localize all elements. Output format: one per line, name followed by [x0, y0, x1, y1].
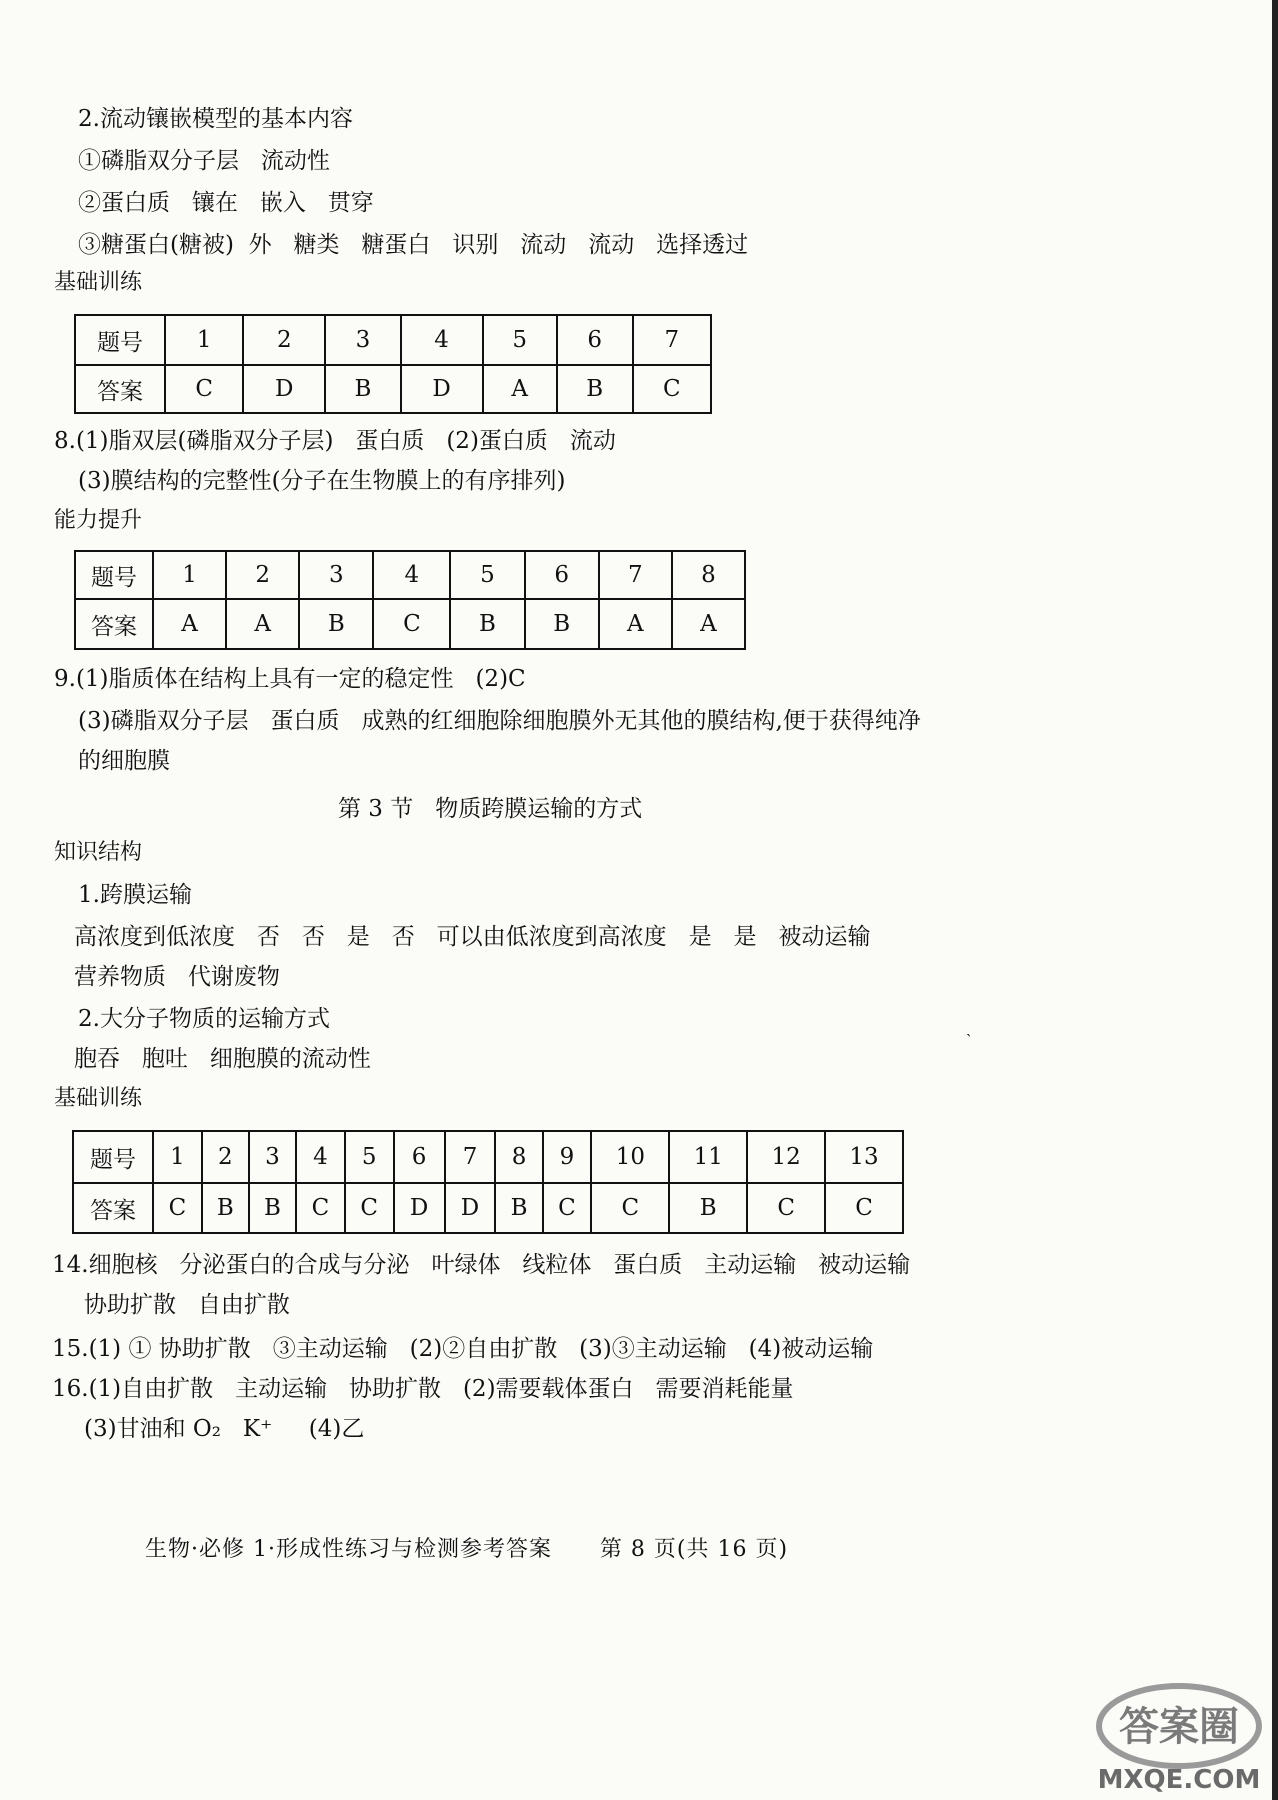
table-cell: 2 — [202, 1131, 249, 1183]
table-cell: D — [243, 365, 325, 413]
table-cell: A — [599, 599, 672, 649]
table-cell: C — [373, 599, 450, 649]
table-cell: 11 — [669, 1131, 747, 1183]
row-label: 答案 — [73, 1183, 153, 1233]
table-cell: C — [747, 1183, 825, 1233]
table-cell: 3 — [299, 551, 373, 599]
table-cell: C — [543, 1183, 592, 1233]
table-cell: 1 — [153, 551, 226, 599]
watermark-logo-graphic — [1094, 1676, 1264, 1796]
q16-line-2: (3)甘油和 O₂ K⁺ (4)乙 — [84, 1416, 365, 1442]
page-edge — [1272, 0, 1278, 1800]
basic1-heading: 基础训练 — [54, 270, 143, 295]
sec2-line-3: ③糖蛋白(糖被) 外 糖类 糖蛋白 识别 流动 流动 选择透过 — [78, 232, 749, 258]
q14-line-1: 14.细胞核 分泌蛋白的合成与分泌 叶绿体 线粒体 蛋白质 主动运输 被动运输 — [52, 1252, 911, 1278]
table-cell: 1 — [153, 1131, 202, 1183]
table-cell: A — [672, 599, 745, 649]
table-cell: B — [249, 1183, 296, 1233]
row-label: 题号 — [75, 551, 153, 599]
q14-line-2: 协助扩散 自由扩散 — [84, 1292, 290, 1318]
q16-line-1: 16.(1)自由扩散 主动运输 协助扩散 (2)需要载体蛋白 需要消耗能量 — [52, 1376, 794, 1402]
table-cell: 9 — [543, 1131, 592, 1183]
table-cell: 3 — [325, 315, 401, 365]
q8-line-1: 8.(1)脂双层(磷脂双分子层) 蛋白质 (2)蛋白质 流动 — [54, 428, 616, 454]
table-cell: 6 — [557, 315, 633, 365]
table-cell: C — [153, 1183, 202, 1233]
table-cell: D — [394, 1183, 445, 1233]
table-cell: A — [153, 599, 226, 649]
table-cell: 3 — [249, 1131, 296, 1183]
table-cell: 6 — [525, 551, 599, 599]
table-cell: 1 — [165, 315, 243, 365]
k1-line-1: 高浓度到低浓度 否 否 是 否 可以由低浓度到高浓度 是 是 被动运输 — [74, 924, 871, 950]
table-cell: 10 — [591, 1131, 669, 1183]
table-cell: 8 — [672, 551, 745, 599]
table-cell: B — [325, 365, 401, 413]
table-cell: B — [669, 1183, 747, 1233]
basic1-ans-row — [75, 365, 711, 413]
row-label: 答案 — [75, 599, 153, 649]
basic2-num-row — [73, 1131, 903, 1183]
table-cell: B — [525, 599, 599, 649]
table-cell: 5 — [450, 551, 524, 599]
watermark-top-text: 答案圈 — [1119, 1704, 1239, 1750]
stray-mark: ˏ — [966, 1018, 972, 1037]
table-cell: 4 — [296, 1131, 345, 1183]
table-cell: 7 — [599, 551, 672, 599]
watermark-logo — [1094, 1676, 1264, 1796]
section3-title: 第 3 节 物质跨膜运输的方式 — [338, 796, 643, 822]
basic2-table — [72, 1130, 904, 1234]
row-label: 题号 — [73, 1131, 153, 1183]
k1-title: 1.跨膜运输 — [78, 882, 192, 908]
table-cell: 7 — [633, 315, 711, 365]
q15-line-1: 15.(1) ① 协助扩散 ③主动运输 (2)②自由扩散 (3)③主动运输 (4)被动运输 — [52, 1336, 874, 1362]
q9-line-1: 9.(1)脂质体在结构上具有一定的稳定性 (2)C — [54, 666, 526, 692]
basic2-heading: 基础训练 — [54, 1086, 143, 1111]
table-cell: C — [633, 365, 711, 413]
sec2-line-1: ①磷脂双分子层 流动性 — [78, 148, 330, 174]
table-cell: 8 — [495, 1131, 542, 1183]
table-cell: C — [296, 1183, 345, 1233]
page-footer: 生物·必修 1·形成性练习与检测参考答案 第 8 页(共 16 页) — [145, 1537, 789, 1562]
sec2-line-2: ②蛋白质 镶在 嵌入 贯穿 — [78, 190, 374, 216]
q9-line-2: (3)磷脂双分子层 蛋白质 成熟的红细胞除细胞膜外无其他的膜结构,便于获得纯净 — [78, 708, 921, 734]
row-label: 题号 — [75, 315, 165, 365]
table-cell: B — [495, 1183, 542, 1233]
table-cell: C — [345, 1183, 394, 1233]
table-cell: 2 — [243, 315, 325, 365]
table-cell: A — [226, 599, 299, 649]
table-cell: D — [401, 365, 483, 413]
basic1-table — [74, 314, 712, 414]
knowledge-heading: 知识结构 — [54, 840, 143, 865]
q8-line-2: (3)膜结构的完整性(分子在生物膜上的有序排列) — [78, 468, 566, 494]
table-cell: B — [202, 1183, 249, 1233]
ability-heading: 能力提升 — [54, 508, 143, 533]
table-cell: C — [165, 365, 243, 413]
table-cell: B — [450, 599, 524, 649]
table-cell: A — [483, 365, 557, 413]
table-cell: C — [591, 1183, 669, 1233]
sec2-title: 2.流动镶嵌模型的基本内容 — [78, 106, 353, 132]
table-cell: 13 — [825, 1131, 903, 1183]
table-cell: B — [557, 365, 633, 413]
table-cell: 4 — [401, 315, 483, 365]
table-cell: 12 — [747, 1131, 825, 1183]
basic2-ans-row — [73, 1183, 903, 1233]
q9-line-3: 的细胞膜 — [78, 748, 170, 774]
k2-title: 2.大分子物质的运输方式 — [78, 1006, 330, 1032]
k1-line-2: 营养物质 代谢废物 — [74, 964, 280, 990]
row-label: 答案 — [75, 365, 165, 413]
table-cell: B — [299, 599, 373, 649]
basic1-num-row — [75, 315, 711, 365]
table-cell: 7 — [445, 1131, 496, 1183]
k2-line-1: 胞吞 胞吐 细胞膜的流动性 — [74, 1046, 371, 1072]
table-cell: 6 — [394, 1131, 445, 1183]
ability-table — [74, 550, 746, 650]
ability-ans-row — [75, 599, 745, 649]
table-cell: 2 — [226, 551, 299, 599]
table-cell: 4 — [373, 551, 450, 599]
ability-num-row — [75, 551, 745, 599]
table-cell: 5 — [483, 315, 557, 365]
table-cell: D — [445, 1183, 496, 1233]
table-cell: 5 — [345, 1131, 394, 1183]
watermark-bottom-text: MXQE.COM — [1097, 1765, 1261, 1795]
table-cell: C — [825, 1183, 903, 1233]
